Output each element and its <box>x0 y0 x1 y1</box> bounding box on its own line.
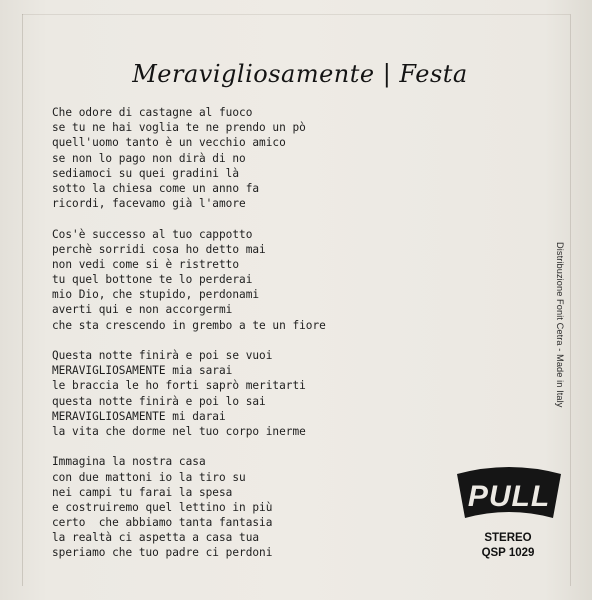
lyric-line: sediamoci su quei gradini là <box>52 166 240 180</box>
lyric-line: ricordi, facevamo già l'amore <box>52 197 246 211</box>
lyric-line: Immagina la nostra casa <box>52 455 206 469</box>
sleeve-fold-right <box>570 14 571 586</box>
lyric-line: se tu ne hai voglia te ne prendo un pò <box>52 121 306 135</box>
lyric-line: certo che abbiamo tanta fantasia <box>52 516 273 530</box>
pull-logo <box>453 466 565 524</box>
lyrics-block <box>52 105 512 561</box>
lyric-line: la vita che dorme nel tuo corpo inerme <box>52 424 306 438</box>
lyric-line: se non lo pago non dirà di no <box>52 151 246 165</box>
lyric-line: che sta crescendo in grembo a te un fiore <box>52 318 326 332</box>
lyric-line: con due mattoni io la tiro su <box>52 470 246 484</box>
lyric-line: questa notte finirà e poi lo sai <box>52 394 266 408</box>
lyric-line: mio Dio, che stupido, perdonami <box>52 288 260 302</box>
lyric-line: e costruiremo quel lettino in più <box>52 500 273 514</box>
lyric-line: speriamo che tuo padre ci perdoni <box>52 546 273 560</box>
sleeve-fold-left <box>22 14 23 586</box>
lyric-line: le braccia le ho forti saprò meritarti <box>52 379 306 393</box>
sleeve-fold-top <box>22 14 570 15</box>
lyric-line: MERAVIGLIOSAMENTE mia sarai <box>52 364 233 378</box>
stereo-label: STEREO <box>484 532 532 544</box>
lyric-line: quell'uomo tanto è un vecchio amico <box>52 136 286 150</box>
page-title: Meravigliosamente | Festa <box>132 60 468 88</box>
lyric-line: nei campi tu farai la spesa <box>52 485 233 499</box>
lyrics-stanza <box>52 227 512 333</box>
lyric-line: Questa notte finirà e poi se vuoi <box>52 349 273 362</box>
lyric-line: Cos'è successo al tuo cappotto <box>52 227 253 241</box>
lyrics-stanza <box>52 454 512 560</box>
lyric-line: perchè sorridi cosa ho detto mai <box>52 242 266 256</box>
distribution-note: Distribuzione Fonit Cetra - Made in Italy <box>555 242 565 408</box>
lyric-line: MERAVIGLIOSAMENTE mi darai <box>52 409 226 423</box>
lyric-line: averti qui e non accorgermi <box>52 303 233 317</box>
pull-logo-text: PULL <box>467 480 551 513</box>
lyrics-stanza <box>52 105 512 211</box>
catalog-number: QSP 1029 <box>481 547 535 559</box>
lyric-line: tu quel bottone te lo perderai <box>52 273 253 287</box>
pull-logo-icon <box>453 466 565 524</box>
lyric-line: Che odore di castagne al fuoco <box>52 106 253 119</box>
lyric-line: non vedi come si è ristretto <box>52 257 240 271</box>
lyrics-stanza <box>52 348 512 439</box>
lyric-line: sotto la chiesa come un anno fa <box>52 181 260 195</box>
label-info <box>460 531 556 561</box>
lyric-line: la realtà ci aspetta a casa tua <box>52 531 260 545</box>
